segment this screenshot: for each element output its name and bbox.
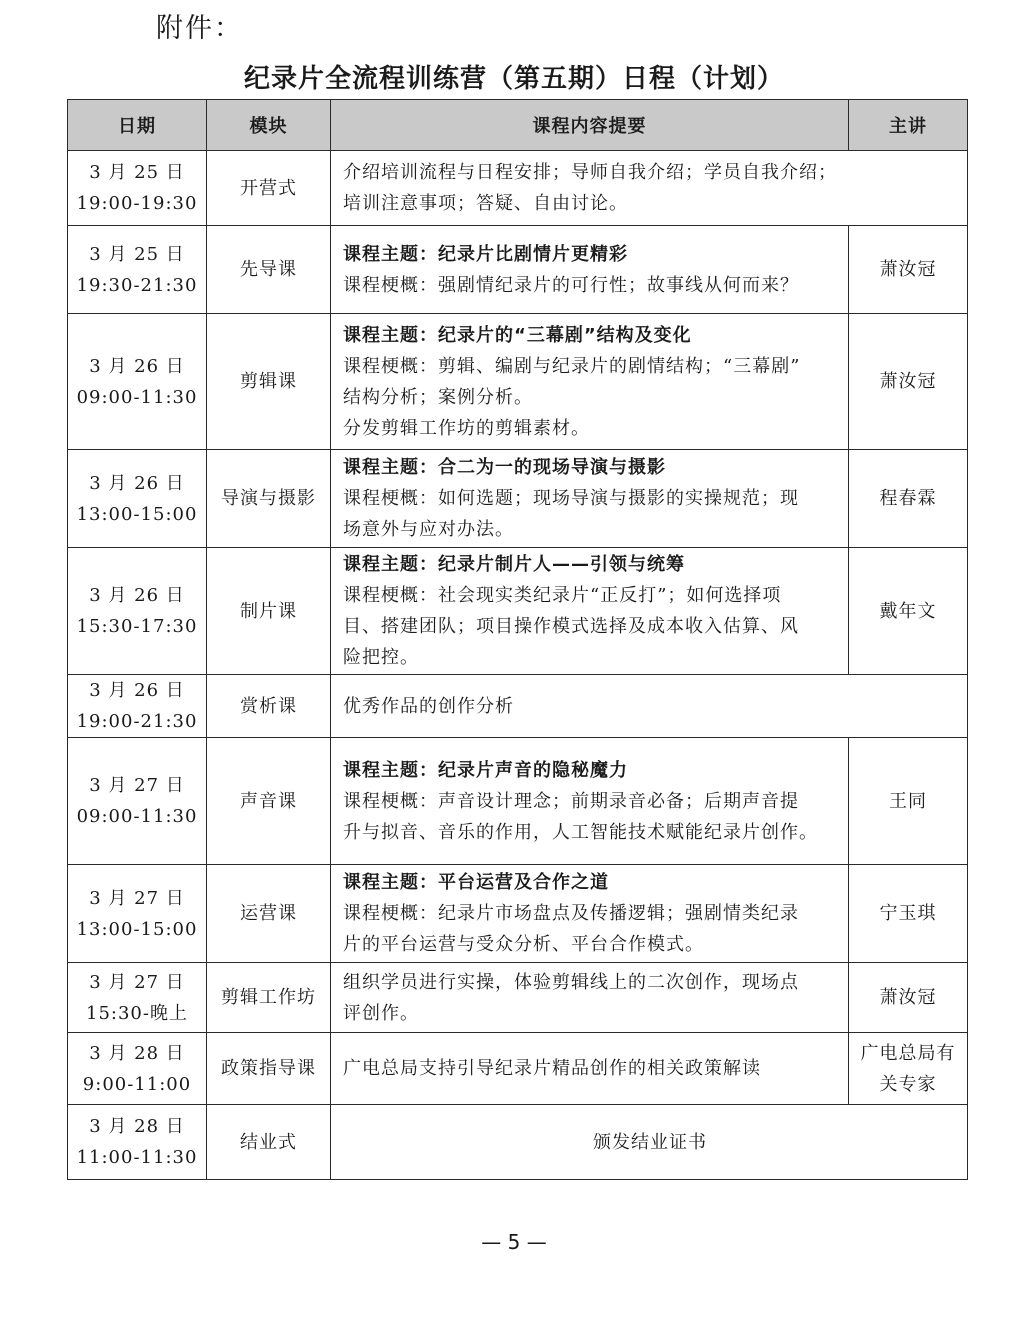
date-text: 3 月 27 日 bbox=[89, 971, 185, 993]
content-line: 险把控。 bbox=[343, 647, 419, 668]
content-cell bbox=[331, 151, 968, 226]
date-cell bbox=[68, 450, 207, 548]
content-line: 课程梗概：声音设计理念；前期录音必备；后期声音提 bbox=[343, 790, 799, 812]
time-text: 13:00-15:00 bbox=[76, 918, 198, 940]
date-cell bbox=[68, 963, 207, 1033]
table-header-row bbox=[68, 100, 968, 151]
content-line: 目、搭建团队；项目操作模式选择及成本收入估算、风 bbox=[343, 616, 799, 637]
content-line: 评创作。 bbox=[343, 1002, 419, 1024]
module-cell: 剪辑课 bbox=[207, 314, 331, 450]
content-line: 课程梗概：纪录片市场盘点及传播逻辑；强剧情类纪录 bbox=[343, 903, 799, 924]
table-row bbox=[68, 1033, 968, 1105]
content-cell bbox=[331, 1033, 849, 1105]
content-cell bbox=[331, 738, 849, 865]
speaker-cell: 王同 bbox=[849, 738, 968, 865]
speaker-cell: 萧汝冠 bbox=[849, 314, 968, 450]
table-row bbox=[68, 963, 968, 1033]
date-cell bbox=[68, 548, 207, 675]
content-cell bbox=[331, 1105, 968, 1180]
header-speaker: 主讲 bbox=[849, 100, 968, 151]
content-cell bbox=[331, 548, 849, 675]
content-line: 颁发结业证书 bbox=[593, 1131, 707, 1153]
content-line: 组织学员进行实操，体验剪辑线上的二次创作，现场点 bbox=[343, 971, 799, 993]
content-line: 广电总局支持引导纪录片精品创作的相关政策解读 bbox=[343, 1058, 761, 1079]
table-row bbox=[68, 675, 968, 738]
content-cell bbox=[331, 226, 849, 314]
course-topic: 课程主题：平台运营及合作之道 bbox=[343, 872, 609, 893]
date-text: 3 月 26 日 bbox=[89, 355, 185, 377]
date-cell bbox=[68, 1033, 207, 1105]
module-cell: 声音课 bbox=[207, 738, 331, 865]
module-cell: 运营课 bbox=[207, 865, 331, 963]
date-cell bbox=[68, 865, 207, 963]
date-cell bbox=[68, 314, 207, 450]
content-line: 课程梗概：社会现实类纪录片“正反打”；如何选择项 bbox=[343, 585, 782, 606]
date-cell bbox=[68, 675, 207, 738]
speaker-cell: 广电总局有关专家 bbox=[849, 1033, 968, 1105]
date-text: 3 月 28 日 bbox=[89, 1042, 185, 1064]
header-date: 日期 bbox=[68, 100, 207, 151]
date-text: 3 月 27 日 bbox=[89, 887, 185, 909]
module-cell: 政策指导课 bbox=[207, 1033, 331, 1105]
time-text: 15:30-17:30 bbox=[76, 616, 198, 637]
content-line: 结构分析；案例分析。 bbox=[343, 386, 533, 408]
course-topic: 课程主题：纪录片比剧情片更精彩 bbox=[343, 243, 628, 265]
module-cell: 制片课 bbox=[207, 548, 331, 675]
course-topic: 课程主题：纪录片制片人——引领与统筹 bbox=[343, 554, 685, 575]
date-text: 3 月 28 日 bbox=[89, 1116, 185, 1137]
date-text: 3 月 27 日 bbox=[89, 775, 185, 796]
date-cell bbox=[68, 1105, 207, 1180]
time-text: 09:00-11:30 bbox=[76, 386, 198, 408]
content-line: 课程梗概：强剧情纪录片的可行性；故事线从何而来？ bbox=[343, 274, 799, 296]
table-row bbox=[68, 548, 968, 675]
header-module: 模块 bbox=[207, 100, 331, 151]
speaker-cell: 萧汝冠 bbox=[849, 963, 968, 1033]
table-row bbox=[68, 151, 968, 226]
date-cell bbox=[68, 226, 207, 314]
time-text: 13:00-15:00 bbox=[76, 503, 198, 525]
table-row bbox=[68, 226, 968, 314]
content-line: 片的平台运营与受众分析、平台合作模式。 bbox=[343, 934, 704, 955]
course-topic: 课程主题：纪录片声音的隐秘魔力 bbox=[343, 759, 628, 781]
course-topic: 课程主题：纪录片的“三幕剧”结构及变化 bbox=[343, 324, 692, 346]
time-text: 09:00-11:30 bbox=[76, 806, 198, 827]
time-text: 19:00-19:30 bbox=[76, 193, 198, 214]
date-text: 3 月 25 日 bbox=[89, 162, 185, 183]
content-cell bbox=[331, 963, 849, 1033]
time-text: 9:00-11:00 bbox=[82, 1073, 192, 1095]
table-row bbox=[68, 1105, 968, 1180]
date-text: 3 月 26 日 bbox=[89, 472, 185, 494]
module-cell: 赏析课 bbox=[207, 675, 331, 738]
time-text: 11:00-11:30 bbox=[76, 1147, 198, 1168]
table-row bbox=[68, 738, 968, 865]
module-cell: 开营式 bbox=[207, 151, 331, 226]
speaker-cell: 宁玉琪 bbox=[849, 865, 968, 963]
module-cell: 剪辑工作坊 bbox=[207, 963, 331, 1033]
content-line: 升与拟音、音乐的作用，人工智能技术赋能纪录片创作。 bbox=[343, 821, 818, 843]
content-line: 介绍培训流程与日程安排；导师自我介绍；学员自我介绍； bbox=[343, 162, 837, 183]
document-title: 纪录片全流程训练营（第五期）日程（计划） bbox=[243, 64, 784, 94]
date-cell bbox=[68, 151, 207, 226]
time-text: 15:30-晚上 bbox=[86, 1002, 188, 1024]
table-row bbox=[68, 450, 968, 548]
speaker-cell: 戴年文 bbox=[849, 548, 968, 675]
content-line: 培训注意事项；答疑、自由讨论。 bbox=[343, 193, 628, 214]
content-line: 优秀作品的创作分析 bbox=[343, 695, 514, 717]
date-text: 3 月 26 日 bbox=[89, 585, 185, 606]
course-topic: 课程主题：合二为一的现场导演与摄影 bbox=[343, 457, 666, 478]
module-cell: 先导课 bbox=[207, 226, 331, 314]
content-cell bbox=[331, 314, 849, 450]
schedule-table bbox=[67, 99, 968, 1180]
page-number: — 5 — bbox=[481, 1230, 547, 1254]
date-text: 3 月 26 日 bbox=[89, 680, 185, 701]
attachment-label: 附件： bbox=[156, 13, 243, 44]
speaker-cell: 萧汝冠 bbox=[849, 226, 968, 314]
date-cell bbox=[68, 738, 207, 865]
speaker-cell: 程春霖 bbox=[849, 450, 968, 548]
module-cell: 导演与摄影 bbox=[207, 450, 331, 548]
content-line: 场意外与应对办法。 bbox=[343, 519, 514, 540]
content-cell bbox=[331, 675, 968, 738]
table-row bbox=[68, 314, 968, 450]
header-content: 课程内容提要 bbox=[331, 100, 849, 151]
date-text: 3 月 25 日 bbox=[89, 243, 185, 265]
module-cell: 结业式 bbox=[207, 1105, 331, 1180]
content-cell bbox=[331, 865, 849, 963]
content-cell bbox=[331, 450, 849, 548]
time-text: 19:00-21:30 bbox=[76, 711, 198, 732]
content-line: 课程梗概：剪辑、编剧与纪录片的剧情结构；“三幕剧” bbox=[343, 355, 801, 377]
content-line: 分发剪辑工作坊的剪辑素材。 bbox=[343, 417, 590, 439]
time-text: 19:30-21:30 bbox=[76, 274, 198, 296]
content-line: 课程梗概：如何选题；现场导演与摄影的实操规范；现 bbox=[343, 488, 799, 509]
table-row bbox=[68, 865, 968, 963]
